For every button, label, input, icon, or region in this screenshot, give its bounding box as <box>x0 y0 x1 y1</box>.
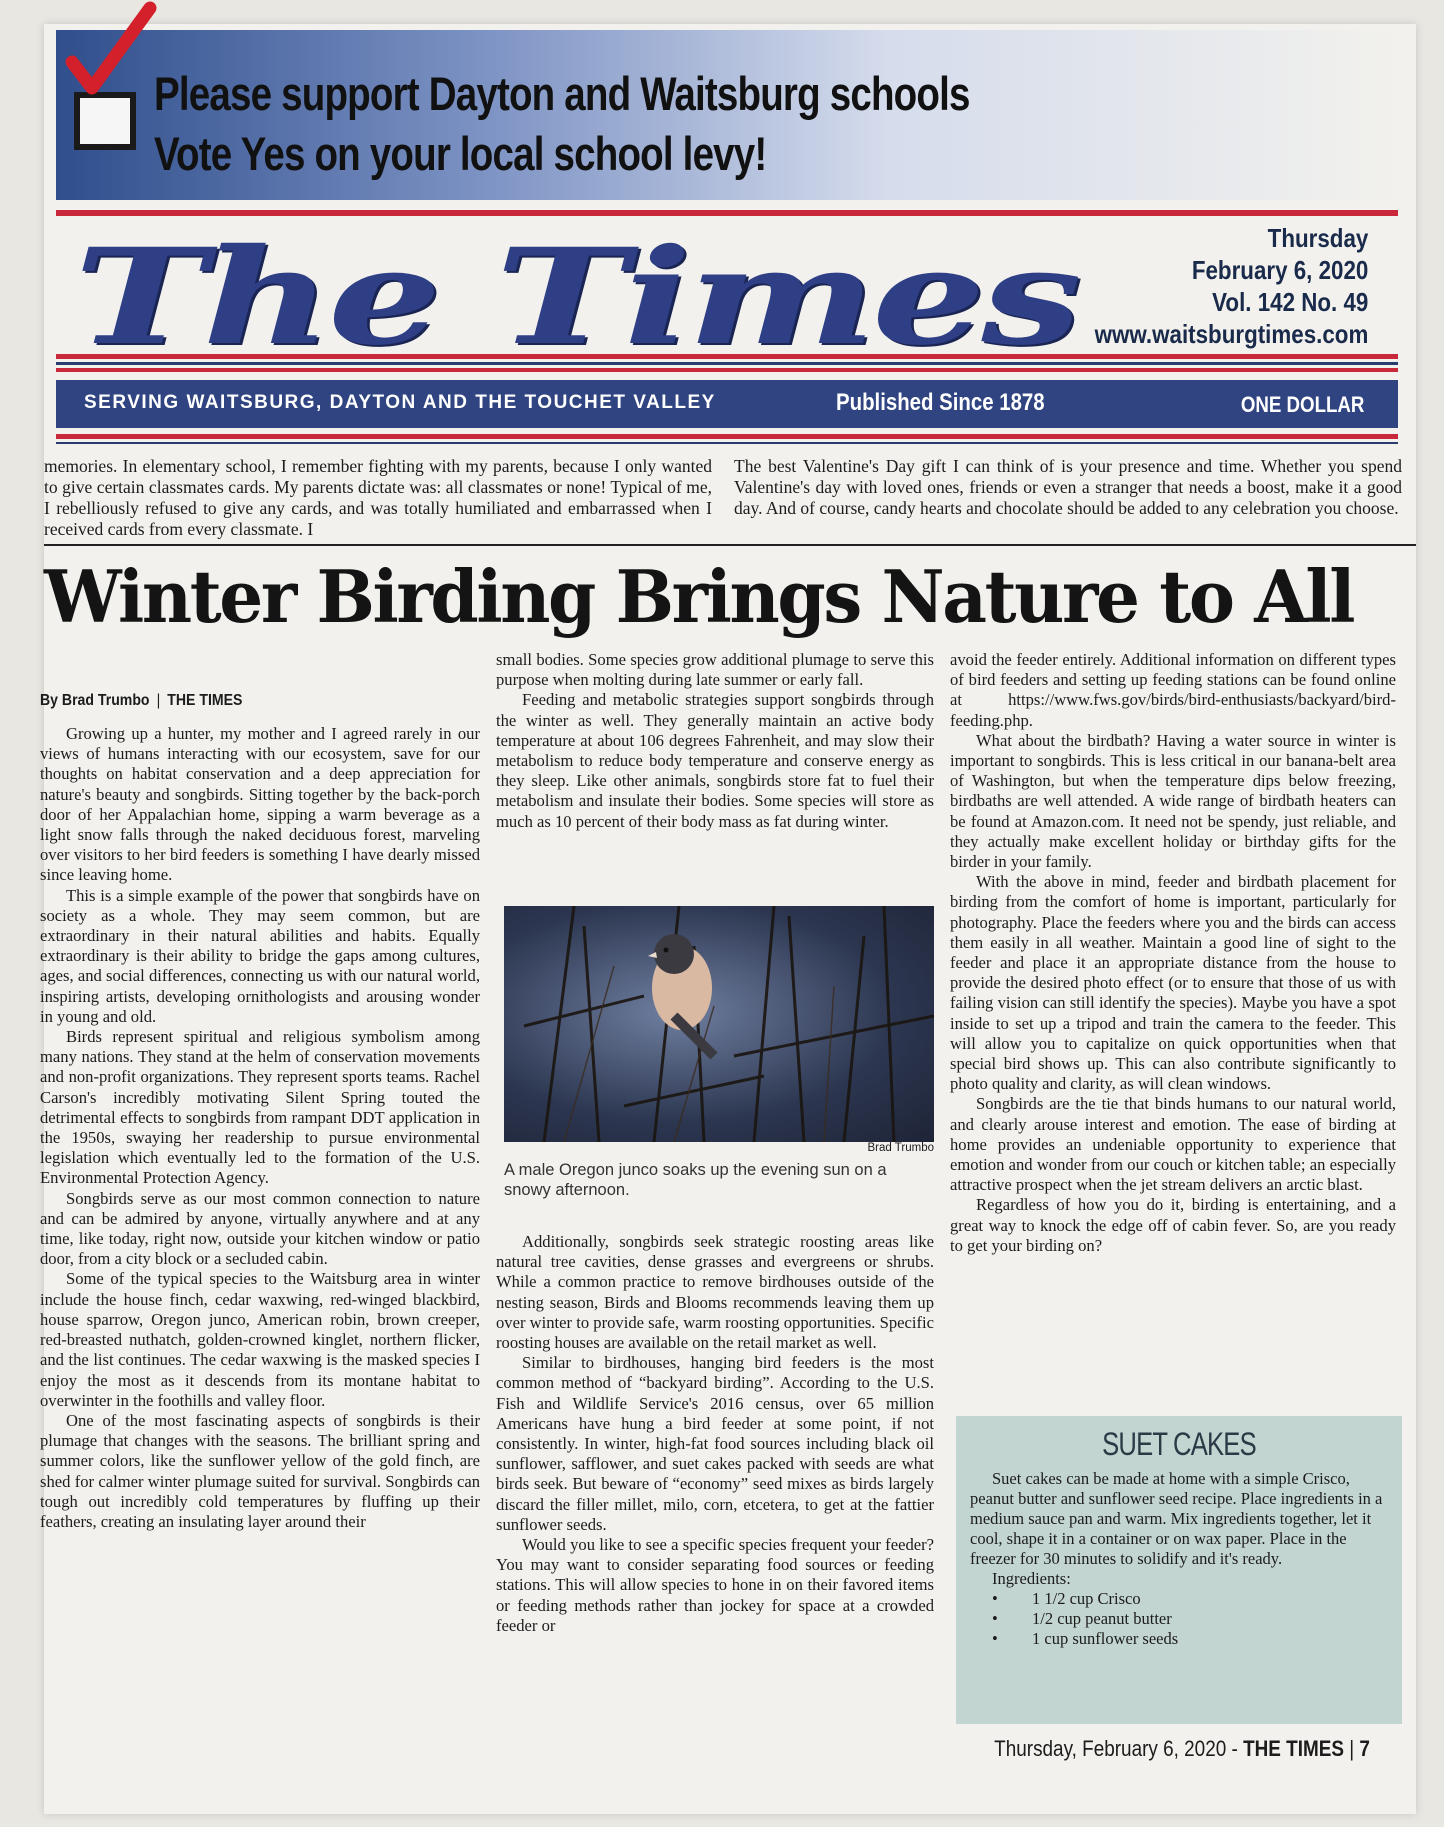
bird-icon <box>504 906 934 1142</box>
banner-line-2: Vote Yes on your local school levy! <box>154 127 767 180</box>
paragraph: This is a simple example of the power that songbirds have on society as a whole. They may seem common, but are extraordinary in their natural abilities and habits. Equally extraordinary is their ability to bridge the gaps among cultures, ages, and social differences, connecting us with our natural world, inspiring artists, developing ornithologists and arousing wonder in young and old. <box>40 885 480 1026</box>
bullet-icon: • <box>992 1629 998 1648</box>
paragraph: What about the birdbath? Having a water source in winter is important to songbirds. This is less critical in our banana-belt area of Washington, but when the temperature dips below freezing, birdbaths are well attended. A wide range of birdbath heaters can be found at Amazon.com. It need not be spendy, just reliable, and they actually make excellent holiday or birthday gifts for the birder in your family. <box>950 730 1396 872</box>
issue-day: Thursday <box>1267 223 1368 253</box>
bullet-icon: • <box>992 1589 998 1608</box>
paragraph-continued: small bodies. Some species grow additional plumage to serve this purpose when molting during late summer or early fall. <box>496 650 934 690</box>
photo-caption: A male Oregon junco soaks up the evening sun on a snowy afternoon. <box>504 1161 887 1199</box>
list-item <box>992 1589 1388 1609</box>
paragraph-continued: avoid the feeder entirely. Additional information on different types of bird feeders and setting up feeding stations can be found online at https://www.fws.gov/birds/bird-enthusiasts/backyard/bird-feeding.php. <box>950 650 1396 730</box>
ingredient: 1 1/2 cup Crisco <box>1032 1589 1141 1608</box>
suet-cakes-sidebar <box>956 1416 1402 1724</box>
bullet-icon: • <box>992 1609 998 1628</box>
ingredient: 1 cup sunflower seeds <box>1032 1629 1179 1648</box>
paragraph: Would you like to see a specific species frequent your feeder? You may want to consider separating food sources or feeding stations. This will allow species to hone in on their favored items or feeding methods rather than jockey for space at a crowded feeder or <box>496 1535 934 1635</box>
footer-date: Thursday, February 6, 2020 - <box>994 1736 1244 1761</box>
masthead-since: Published Since 1878 <box>836 389 1045 416</box>
byline <box>40 692 242 710</box>
paragraph: One of the most fascinating aspects of songbirds is their plumage that changes with the seasons. The brilliant spring and summer colors, like the sunflower yellow of the gold finch, are shed for calmer winter plumage suited for survival. Songbirds can tough out incredibly cold temperatures by fluffing up their feathers, creating an insulating layer around their <box>40 1410 480 1531</box>
website-link: www.waitsburgtimes.com <box>1094 319 1368 349</box>
list-item <box>992 1629 1388 1649</box>
masthead-tagline: SERVING WAITSBURG, DAYTON AND THE TOUCHET VALLEY <box>84 392 716 413</box>
byline-separator: | <box>156 692 161 709</box>
article-column-2-top <box>496 650 934 832</box>
prior-story-left: memories. In elementary school, I remember fighting with my parents, because I only wanted to give certain classmates cards. My parents dictate was: all classmates or none! Typical of me, I rebelliously refused to give any cards, and was totally humiliated and embarrassed when I received cards from every classmate. I <box>44 456 712 539</box>
ingredient: 1/2 cup peanut butter <box>1032 1609 1172 1628</box>
issue-volume: Vol. 142 No. 49 <box>1211 287 1368 317</box>
issue-date: February 6, 2020 <box>1191 255 1368 285</box>
ingredients-label: Ingredients: <box>992 1569 1071 1588</box>
masthead-price: ONE DOLLAR <box>1240 392 1364 417</box>
publication-info <box>1050 222 1368 350</box>
banner-line-1: Please support Dayton and Waitsburg schools <box>154 67 970 120</box>
paragraph: Some of the typical species to the Waitsburg area in winter include the house finch, cedar waxwing, red-winged blackbird, house sparrow, Oregon junco, American robin, brown creeper, red-breasted nuthatch, golden-crowned kinglet, northern flicker, and the list continues. The cedar waxwing is the masked species I enjoy the most as it descends from its montane habitat to overwinter in the foothills and valley floor. <box>40 1269 480 1410</box>
article-headline: Winter Birding Brings Nature to All <box>44 554 1354 639</box>
checkbox-icon <box>74 92 136 150</box>
footer-separator: | <box>1344 1736 1360 1761</box>
masthead-rule-top <box>56 210 1398 216</box>
paragraph: Songbirds are the tie that binds humans to our natural world, and clearly arouse interest and emotion. The ease of birding at home provides an undeniable opportunity to experience that emotion and wonder from our couch or kitchen table; an especially attractive prospect when the jet stream delivers an arctic blast. <box>950 1094 1396 1195</box>
paragraph: With the above in mind, feeder and birdbath placement for birding from the comfort of home is important, particularly for photography. Place the feeders where you and the birds can access them easily in all weather. Maintain a good line of sight to the feeder and place it an appropriate distance from the house to provide the desired photo effect (or to ensure that those of us with failing vision can still identify the species). Maybe you have a spot inside to set up a tripod and train the camera to the feeder. This will allow you to capitalize on quick opportunities when that special bird shows up. This can also contribute significantly to photo quality and clarity, as will clean windows. <box>950 872 1396 1094</box>
author: By Brad Trumbo <box>40 692 150 709</box>
page-number: 7 <box>1359 1736 1370 1761</box>
article-column-3 <box>950 650 1396 1256</box>
outlet: THE TIMES <box>167 692 243 709</box>
sidebar-body: Suet cakes can be made at home with a simple Crisco, peanut butter and sunflower seed recipe. Place ingredients in a medium sauce pan and warm. Mix ingredients together, let it cool, shape it in a container or on wax paper. Place in the freezer for 30 minutes to solidify and it's ready. <box>970 1469 1383 1568</box>
footer-paper: THE TIMES <box>1243 1736 1345 1761</box>
article-column-2-bottom <box>496 1232 934 1636</box>
newspaper-logo: The Times <box>74 220 1078 375</box>
prior-story-right: The best Valentine's Day gift I can think of is your presence and time. Whether you spend Valentine's day with loved ones, friends or even a stranger that needs a boost, make it a good day. And of course, candy hearts and chocolate should be added to any celebration you choose. <box>734 456 1402 518</box>
paragraph: Additionally, songbirds seek strategic roosting areas like natural tree cavities, dense grasses and evergreens or shrubs. While a common practice to remove birdhouses outside of the nesting season, Birds and Blooms recommends leaving them up over winter to provide safe, warm roosting opportunities. Specific roosting houses are available on the retail market as well. <box>496 1232 934 1353</box>
paragraph: Growing up a hunter, my mother and I agreed rarely in our views of humans interacting with our ecosystem, save for our thoughts on habitat conservation and a deep appreciation for nature's beauty and songbirds. Sitting together by the back-porch door of her Appalachian home, sipping a warm beverage as a light snow falls through the naked deciduous forest, marveling over visitors to her bird feeders is something I have dearly missed since leaving home. <box>40 724 480 885</box>
paragraph: Similar to birdhouses, hanging bird feeders is the most common method of “backyard birding”. According to the U.S. Fish and Wildlife Service's 2016 census, over 65 million Americans have hung a bird feeder at some point, if not consistently. In winter, high-fat food sources including black oil sunflower, safflower, and suet cakes packed with seeds are what birds seek. But beware of “economy” seed mixes as birds largely discard the filler millet, milo, corn, etcetera, to get at the fattier sunflower seeds. <box>496 1353 934 1534</box>
section-divider <box>44 544 1416 546</box>
school-levy-banner <box>56 30 1398 200</box>
list-item <box>992 1609 1388 1629</box>
photo-credit: Brad Trumbo <box>867 1142 934 1154</box>
junco-photo <box>504 906 934 1142</box>
masthead-rule-bottom <box>56 434 1398 439</box>
article-column-1 <box>40 724 480 1532</box>
masthead-rule-bottom-navy <box>56 442 1398 444</box>
page-footer <box>994 1736 1370 1762</box>
paragraph: Songbirds serve as our most common connection to nature and can be admired by anyone, virtually anywhere and at any time, like today, right now, outside your kitchen window or patio door, from a city block or a secluded cabin. <box>40 1188 480 1269</box>
paragraph: Birds represent spiritual and religious symbolism among many nations. They stand at the helm of conservation movements and non-profit organizations. They represent sports teams. Rachel Carson's incredibly motivating Silent Spring touted the detrimental effects to songbirds from rampant DDT application in the 1950s, swaying her readership to pursue environmental legislation which eventually led to the formation of the U.S. Environmental Protection Agency. <box>40 1027 480 1188</box>
paragraph: Regardless of how you do it, birding is entertaining, and a great way to knock the edge off of cabin fever. So, are you ready to get your birding on? <box>950 1195 1396 1255</box>
paragraph: Feeding and metabolic strategies support songbirds through the winter as well. They generally maintain an active body temperature at about 106 degrees Fahrenheit, and may slow their metabolism to reduce body temperature and conserve energy as they sleep. Like other animals, songbirds store fat to fuel their metabolism and insulate their bodies. Some species will store as much as 10 percent of their body mass as fat during winter. <box>496 690 934 831</box>
masthead-bar <box>56 380 1398 428</box>
ingredients-list <box>992 1589 1388 1649</box>
sidebar-title: SUET CAKES <box>1102 1426 1256 1462</box>
checkmark-icon <box>62 0 158 100</box>
newspaper-page <box>40 24 1416 1814</box>
